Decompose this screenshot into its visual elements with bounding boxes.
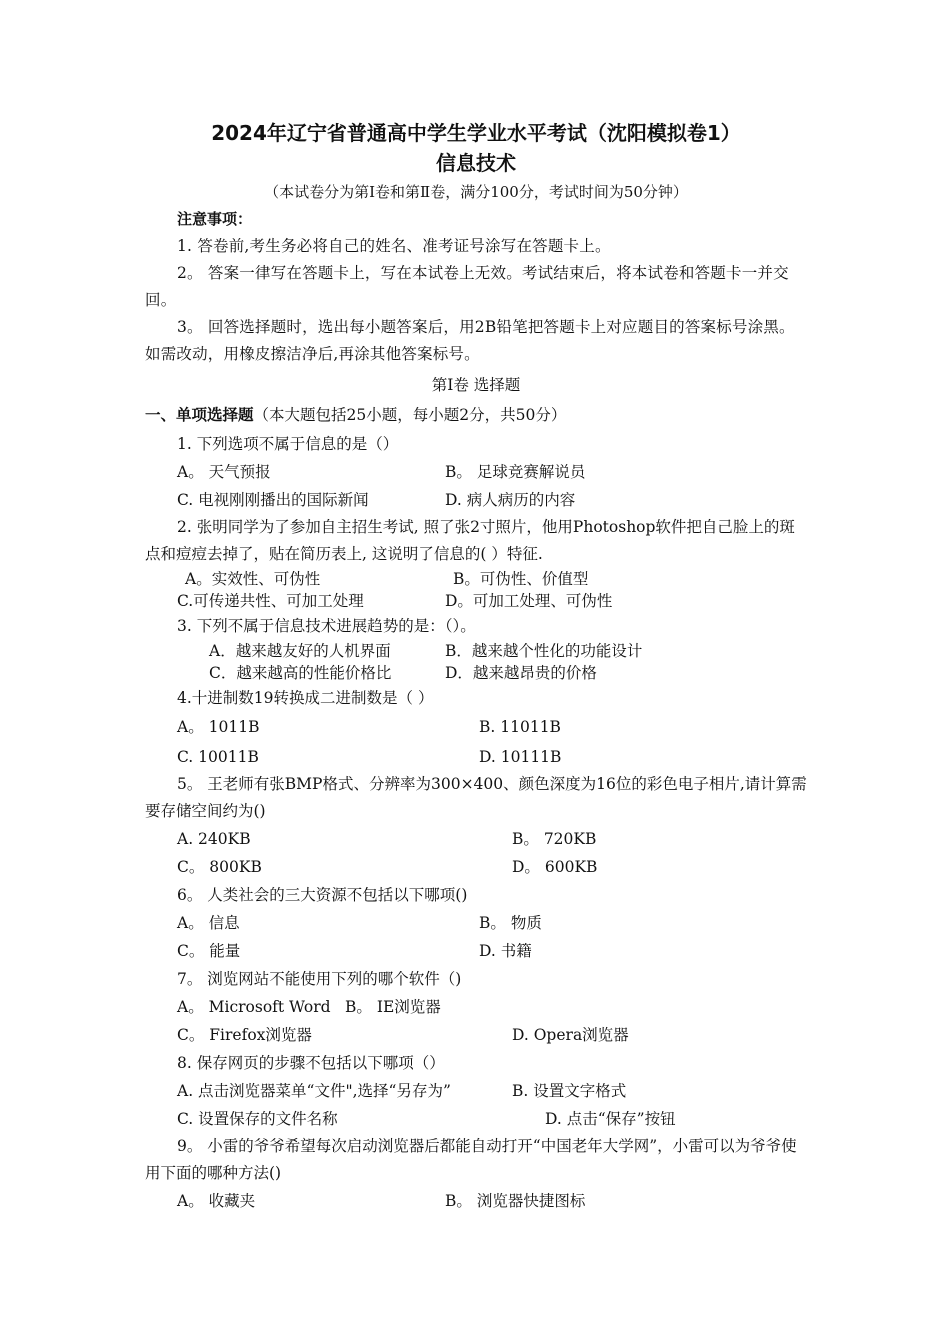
section-title: 第Ⅰ卷 选择题 [431,376,521,394]
exam-info: （本试卷分为第Ⅰ卷和第Ⅱ卷，满分100分，考试时间为50分钟） [264,183,688,201]
exam-title: 2024年辽宁省普通高中学生学业水平考试（沈阳模拟卷1） [211,121,741,145]
option: B。可伪性、价值型 [453,570,589,588]
question-stem: 7。 浏览网站不能使用下列的哪个软件（) [177,970,462,988]
option: C. 电视刚刚播出的国际新闻 [177,491,369,509]
option-row [145,662,807,684]
exam-page [145,118,807,1215]
notes-heading: 注意事项： [177,210,253,228]
option-row [145,1105,807,1133]
option: B。 浏览器快捷图标 [445,1192,586,1210]
option-row [145,743,807,771]
option: A．越来越友好的人机界面 [209,642,391,660]
option: A. 点击浏览器菜单“文件",选择“另存为” [177,1082,451,1100]
option: C. 设置保存的文件名称 [177,1110,338,1128]
question-stem: 2. 张明同学为了参加自主招生考试, 照了张2寸照片，他用Photoshop软件把自己脸上的斑点和痘痘去掉了，贴在简历表上, 这说明了信息的( ）特征. [145,518,795,563]
option-row [145,909,807,937]
option-row [145,1021,807,1049]
option: D. 病人病历的内容 [445,491,576,509]
option-row [145,568,807,590]
option: D. Opera浏览器 [512,1026,629,1044]
option: B. 设置文字格式 [512,1082,627,1100]
option: A。 收藏夹 [177,1192,256,1210]
option: C。 Firefox浏览器 [177,1026,312,1044]
option-row [145,1077,807,1105]
note-item: 1. 答卷前,考生务必将自己的姓名、准考证号涂写在答题卡上。 [177,237,611,255]
note-item: 3。 回答选择题时，选出每小题答案后，用2B铅笔把答题卡上对应题目的答案标号涂黑。如需改动，用橡皮擦洁净后,再涂其他答案标号。 [145,318,795,363]
option: A。 信息 [177,914,240,932]
option: D. 书籍 [479,942,532,960]
option: C. 10011B [177,748,259,766]
option-row [145,640,807,662]
option: B。 IE浏览器 [345,998,441,1016]
option: A。 1011B [177,718,260,736]
option-row [145,590,807,612]
option: D．越来越昂贵的价格 [445,664,597,682]
option: B。 720KB [512,830,597,848]
option: C。 800KB [177,858,262,876]
note-item: 2。 答案一律写在答题卡上，写在本试卷上无效。考试结束后，将本试卷和答题卡一并交回。 [145,264,789,309]
part-desc: （本大题包括25小题，每小题2分，共50分） [253,406,567,424]
option: D。可加工处理、可伪性 [445,592,613,610]
question-stem: 8. 保存网页的步骤不包括以下哪项（） [177,1054,445,1072]
option: A。 Microsoft Word [177,998,331,1016]
option: D. 10111B [479,748,562,766]
option: B. 11011B [479,718,561,736]
option-row [145,1187,807,1215]
question-stem: 5。 王老师有张BMP格式、分辨率为300×400、颜色深度为16位的彩色电子相片,请计算需要存储空间约为() [145,775,807,820]
question-stem: 6。 人类社会的三大资源不包括以下哪项() [177,886,468,904]
option: C.可传递共性、可加工处理 [177,592,364,610]
option-row [145,993,807,1021]
question-stem: 3. 下列不属于信息技术进展趋势的是：（）。 [177,617,476,635]
option-row [145,712,807,743]
option-row [145,486,807,514]
question-stem: 9。 小雷的爷爷希望每次启动浏览器后都能自动打开“中国老年大学网”，小雷可以为爷爷使用下面的哪种方法() [145,1137,797,1182]
option: A。实效性、可伪性 [185,570,321,588]
option: D。 600KB [512,858,598,876]
option-row [145,458,807,486]
option-row [145,853,807,881]
option: B。 足球竞赛解说员 [445,463,586,481]
option: C。 能量 [177,942,241,960]
question-stem: 4.十进制数19转换成二进制数是（ ） [177,689,434,707]
question-stem: 1. 下列选项不属于信息的是（） [177,435,399,453]
part-label: 一、单项选择题 [145,406,254,424]
option: B．越来越个性化的功能设计 [445,642,643,660]
subject-title: 信息技术 [436,151,516,175]
option: C．越来越高的性能价格比 [209,664,392,682]
option: A. 240KB [177,830,251,848]
option-row [145,937,807,965]
option: D. 点击“保存”按钮 [545,1110,676,1128]
option: A。 天气预报 [177,463,271,481]
option-row [145,825,807,853]
part-heading [145,400,807,430]
option: B。 物质 [479,914,542,932]
